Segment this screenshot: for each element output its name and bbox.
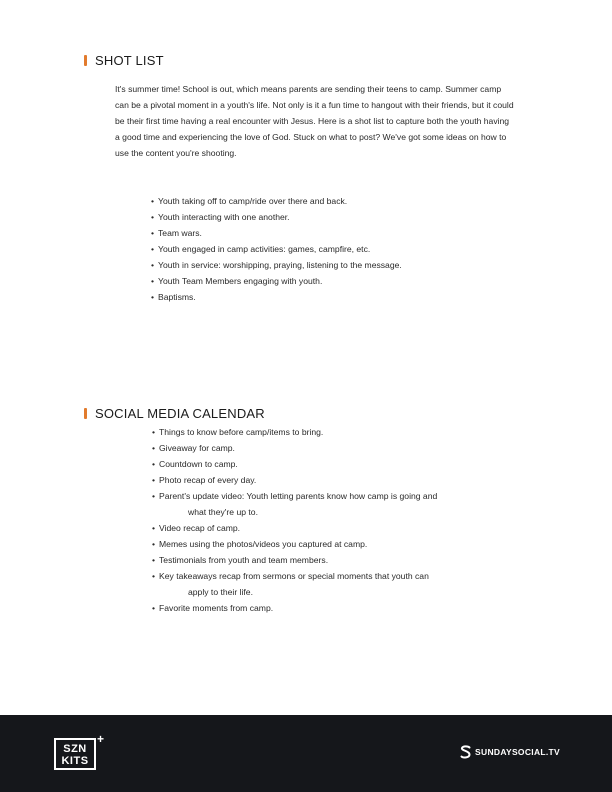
sunday-social-s-icon: [460, 745, 471, 759]
social-calendar-item: [152, 456, 532, 472]
social-calendar-item: [152, 488, 532, 520]
social-calendar-item: [152, 536, 532, 552]
social-calendar-item: [152, 520, 532, 536]
social-calendar-item-text: Countdown to camp.: [159, 459, 238, 469]
social-calendar-item-text: Photo recap of every day.: [159, 475, 257, 485]
social-calendar-item-text: Video recap of camp.: [159, 523, 241, 533]
social-calendar-item: [152, 440, 532, 456]
social-calendar-list: [152, 424, 532, 616]
shot-list-item: • Youth engaged in camp activities: games, campfire, etc.: [151, 241, 402, 257]
social-calendar-item: [152, 600, 532, 616]
social-calendar-item: [152, 472, 532, 488]
logo-plus: +: [97, 732, 105, 746]
social-calendar-item-continuation: apply to their life.: [188, 587, 253, 597]
shot-list-item: • Youth Team Members engaging with youth.: [151, 273, 402, 289]
social-calendar-item-text: Memes using the photos/videos you captured at camp.: [159, 539, 368, 549]
heading-accent-bar: [84, 408, 87, 419]
social-calendar-item: [152, 552, 532, 568]
social-calendar-item-text: Testimonials from youth and team members.: [159, 555, 329, 565]
social-calendar-item-text: Favorite moments from camp.: [159, 603, 274, 613]
shot-list-item: • Youth taking off to camp/ride over there and back.: [151, 193, 402, 209]
shot-list-heading: [84, 53, 164, 68]
shot-list-item: • Team wars.: [151, 225, 402, 241]
social-calendar-item-text: Parent's update video: Youth letting parents know how camp is going and: [159, 491, 438, 501]
szn-kits-logo: [54, 732, 105, 773]
logo-line-2: KITS: [61, 755, 89, 767]
shot-list-item: • Youth interacting with one another.: [151, 209, 402, 225]
shot-list-title: SHOT LIST: [95, 53, 164, 68]
social-calendar-item-text: Things to know before camp/items to bring.: [159, 427, 324, 437]
heading-accent-bar: [84, 55, 87, 66]
social-calendar-heading: [84, 406, 265, 421]
shot-list-item: • Baptisms.: [151, 289, 402, 305]
sunday-social-logo: [460, 745, 560, 759]
social-calendar-title: SOCIAL MEDIA CALENDAR: [95, 406, 265, 421]
social-calendar-item-continuation: what they're up to.: [188, 507, 258, 517]
shot-list: [151, 193, 402, 305]
szn-kits-logo-box: [54, 738, 96, 770]
shot-list-item: • Youth in service: worshipping, praying, listening to the message.: [151, 257, 402, 273]
logo-line-1: SZN: [63, 743, 87, 755]
social-calendar-item-text: Giveaway for camp.: [159, 443, 235, 453]
footer: [0, 715, 612, 792]
sunday-social-text: SUNDAYSOCIAL.TV: [475, 747, 560, 757]
social-calendar-item: [152, 424, 532, 440]
shot-list-intro: It's summer time! School is out, which means parents are sending their teens to camp. Summer camp can be a pivotal moment in a youth's life. Not only is it a fun time to hangout with their friends, but it could be their first time having a real encounter with Jesus. Here is a shot list to capture both the youth having a good time and experiencing the love of God. Stuck on what to post? We've got some ideas on how to use the content you're shooting.: [115, 84, 514, 158]
social-calendar-item-text: Key takeaways recap from sermons or special moments that youth can: [159, 571, 429, 581]
social-calendar-item: [152, 568, 532, 600]
